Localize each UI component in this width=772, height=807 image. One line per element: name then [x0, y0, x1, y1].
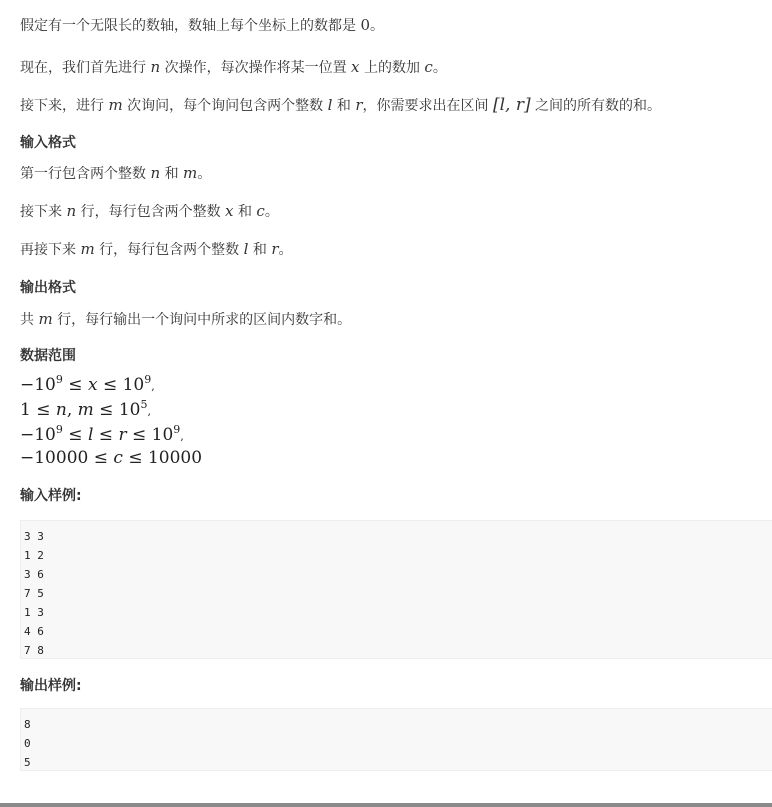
- code-line: 7 5: [24, 587, 44, 600]
- operation-paragraph: 现在，我们首先进行 n 次操作，每次操作将某一位置 x 上的数加 c。: [20, 58, 447, 76]
- sample-output-block: [20, 708, 772, 771]
- code-line: 7 8: [24, 644, 44, 657]
- input-format-heading: 输入格式: [20, 135, 76, 151]
- sample-input-block: [20, 520, 772, 659]
- output-format-line-1: 共 m 行，每行输出一个询问中所求的区间内数字和。: [20, 310, 352, 328]
- sample-input-heading: 输入样例:: [20, 488, 82, 504]
- sample-output-heading: 输出样例:: [20, 678, 82, 694]
- data-range-heading: 数据范围: [20, 348, 76, 364]
- range-formula-l-r: $-10^9 \le l \le r \le 10^9$,: [20, 423, 184, 445]
- math-c: c: [424, 58, 433, 76]
- math-n: n: [150, 58, 161, 76]
- code-line: 5: [24, 756, 31, 769]
- math-x: x: [351, 58, 360, 76]
- code-line: 8: [24, 718, 31, 731]
- code-line: 4 6: [24, 625, 44, 638]
- input-format-line-1: 第一行包含两个整数 n 和 m。: [20, 164, 212, 182]
- code-line: 3 6: [24, 568, 44, 581]
- code-line: 1 3: [24, 606, 44, 619]
- math-l: l: [327, 96, 333, 114]
- range-formula-x: $-10^9 \le x \le 10^9$,: [20, 373, 155, 395]
- input-format-line-3: 再接下来 m 行，每行包含两个整数 l 和 r。: [20, 240, 293, 258]
- math-m: m: [108, 96, 123, 114]
- code-line: 3 3: [24, 530, 44, 543]
- code-line: 0: [24, 737, 31, 750]
- intro-paragraph: 假定有一个无限长的数轴，数轴上每个坐标上的数都是 0。: [20, 16, 384, 34]
- code-line: 1 2: [24, 549, 44, 562]
- math-interval: [l, r]: [492, 95, 531, 115]
- range-formula-c: −10000 ≤ c ≤ 10000: [20, 448, 203, 468]
- output-format-heading: 输出格式: [20, 280, 76, 296]
- input-format-line-2: 接下来 n 行，每行包含两个整数 x 和 c。: [20, 202, 279, 220]
- math-zero: 0: [360, 16, 370, 34]
- query-paragraph: 接下来，进行 m 次询问，每个询问包含两个整数 l 和 r，你需要求出在区间 [l, r] 之间的所有数的和。: [20, 95, 662, 115]
- math-r: r: [355, 96, 363, 114]
- horizontal-scrollbar[interactable]: [0, 803, 772, 807]
- range-formula-n-m: 1 ≤ n, $m \le 10^5$,: [20, 398, 151, 420]
